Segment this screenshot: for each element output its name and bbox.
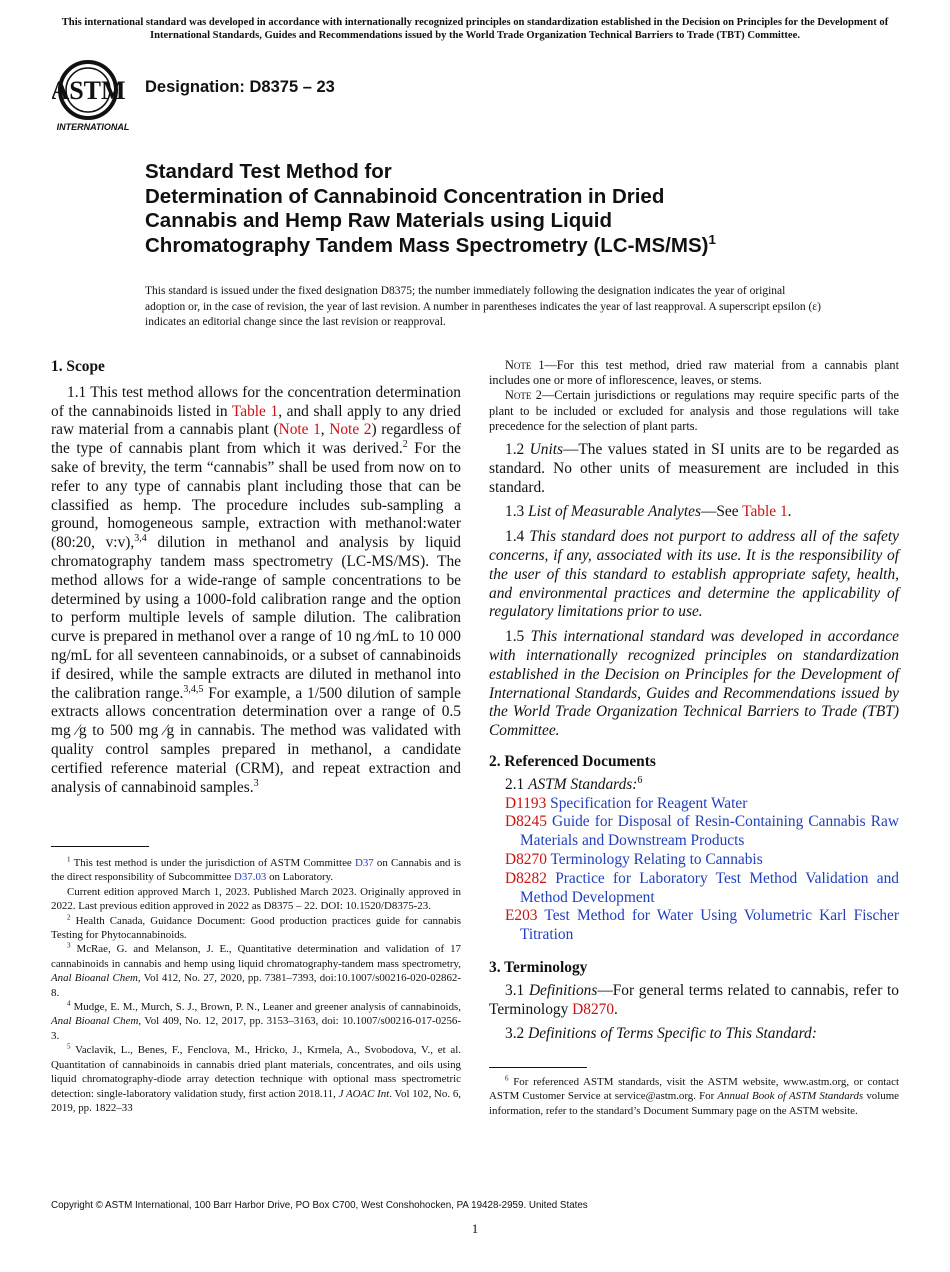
referenced-documents-list: [489, 795, 899, 945]
ref-title-d1193[interactable]: Specification for Reagent Water: [546, 794, 748, 812]
p11-text-b: , and shall apply to any dried raw material from a cannabis plant (: [51, 402, 461, 439]
p13-num: 1.3: [505, 503, 529, 521]
link-note-1[interactable]: Note 1: [278, 421, 321, 439]
fn3-text-b: , Vol 412, No. 27, 2020, pp. 7381–7393, doi:10.1007/s00216-020-02862-8.: [51, 972, 461, 999]
footnotes-right: [489, 1075, 899, 1118]
p13-text: —See: [700, 503, 743, 521]
fn4-text-a: Mudge, E. M., Murch, S. J., Brown, P. N., Leaner and greener analysis of cannabinoids,: [70, 1001, 461, 1014]
fn3-journal: Anal Bioanal Chem: [51, 972, 138, 985]
p12-num: 1.2: [505, 441, 530, 459]
fn6-num: 6: [505, 1074, 509, 1083]
ref-code-d8270[interactable]: D8270: [505, 850, 547, 868]
footnote-3: [51, 942, 461, 1000]
title-line-4-text: Chromatography Tandem Mass Spectrometry (LC-MS/MS): [145, 233, 709, 257]
paragraph-1-5: [489, 628, 899, 741]
p11-text-c: ) regardless of the type of cannabis plant from which it was derived.: [51, 421, 461, 458]
note-2: [489, 388, 899, 434]
fn4-text-b: , Vol 409, No. 12, 2017, pp. 3153–3163, doi: 10.1007/s00216-017-0256-3.: [51, 1015, 461, 1042]
p32-label: Definitions of Terms Specific to This Standard:: [528, 1025, 817, 1043]
p11-sep: ,: [320, 421, 330, 439]
designation: Designation: D8375 – 23: [145, 78, 335, 96]
ref-title-d8282[interactable]: Practice for Laboratory Test Method Validation and Method Development: [520, 869, 899, 906]
title-line-4: [145, 231, 885, 259]
link-table-1-b[interactable]: Table 1: [742, 503, 788, 521]
fn5-journal: J AOAC Int: [338, 1087, 390, 1100]
section-heading-referenced: 2. Referenced Documents: [489, 752, 656, 770]
footnote-5: [51, 1043, 461, 1115]
ref-code-d8282[interactable]: D8282: [505, 869, 547, 887]
footnotes-left: [51, 856, 461, 1115]
p14-num: 1.4: [505, 528, 530, 546]
link-d8270-terminology[interactable]: D8270: [572, 1000, 615, 1018]
title-line-1: Standard Test Method for: [145, 160, 392, 183]
p32-num: 3.2: [505, 1025, 529, 1043]
paragraph-2-1: [489, 776, 899, 795]
p11-text-e: dilution in methanol and analysis by liquid chromatography tandem mass spectrometry (LC-MS/MS). The method allows for a wide-range of sample concentrations to be determined by using a 1000-fold calibration range and the option to perform multiple levels of sample dilution. The calibration curve is prepared in methanol over a range of 10 ng ⁄mL to 10 000 ng/mL for all seventeen cannabinoids, or a subset of cannabinoids if desired, while the sample extracts are diluted in methanol into the calibration range.: [51, 534, 461, 702]
note-2-text: —Certain jurisdictions or regulations may require specific parts of the plant to be included or excluded for analysis and those regulations will take precedence for the selection of plant parts.: [489, 388, 899, 433]
paragraph-1-2: [489, 441, 899, 497]
footnote-ref-3[interactable]: 3: [253, 777, 259, 789]
p15-text: This international standard was developed in accordance with internationally recognized principles on standardization established in the Decision on Principles for the Development of International Standards, Guides and Recommendations issued by the World Trade Organization Technical Barriers to Trade (TBT) Committee.: [489, 628, 899, 740]
fn1-text-a: This test method is under the jurisdiction of ASTM Committee: [70, 857, 355, 869]
tbt-notice: This international standard was developed in accordance with internationally recognized principles on standardization established in the Decision on Principles for the Development of International Standards, Guides and Recommendations issued by the World Trade Organization Technical Barriers to Trade (TBT) Committee.: [61, 17, 889, 41]
footnote-ref-2[interactable]: 2: [402, 439, 408, 451]
page-number: 1: [471, 1221, 479, 1236]
footnote-ref-3-4[interactable]: 3,4: [134, 533, 147, 545]
fn1-num: 1: [67, 855, 71, 864]
p11-text-f: For example, a 1/500 dilution of sample extracts allows concentration determination over a range of 0.5 mg ⁄g to 500 mg ⁄g in cannabis. The method was validated with quality control samples prepared in methanol, a candidate certified reference material (CRM), and repeat extraction and analysis of cannabinoid samples.: [51, 684, 461, 796]
note-1-label: Note 1: [505, 358, 545, 372]
ref-title-e203[interactable]: Test Method for Water Using Volumetric Karl Fischer Titration: [520, 907, 899, 944]
logo-mark: ASTM: [52, 76, 126, 105]
ref-item: [489, 907, 899, 945]
footnote-2: [51, 914, 461, 943]
title-line-2: Determination of Cannabinoid Concentration in Dried: [145, 184, 665, 208]
p21-num: 2.1: [505, 775, 529, 793]
footnote-1-edition: Current edition approved March 1, 2023. Published March 2023. Originally approved in 2022. Last previous edition approved in 2022 as D8375 – 22. DOI: 10.1520/D8375-23.: [51, 885, 461, 913]
paragraph-3-1: [489, 982, 899, 1020]
paragraph-1-4: [489, 528, 899, 622]
p21-label: ASTM Standards:: [528, 775, 638, 793]
p12-label: Units: [529, 441, 563, 459]
footnote-6: [489, 1075, 899, 1118]
paragraph-3-2: [489, 1025, 899, 1044]
footnote-1: [51, 856, 461, 885]
astm-logo: [52, 56, 134, 134]
link-d37-03[interactable]: D37.03: [234, 871, 267, 884]
fn4-journal: Anal Bioanal Chem: [51, 1015, 139, 1028]
note-1-text: —For this test method, dried raw material from a cannabis plant includes one or more of inflorescence, leaves, or stems.: [489, 358, 899, 388]
document-title: [145, 160, 885, 258]
left-column: [51, 358, 461, 797]
fn3-text-a: McRae, G. and Melanson, J. E., Quantitative determination and validation of 17 cannabinoids in cannabis and hemp using liquid chromatography-tandem mass spectrometry,: [51, 943, 461, 970]
right-column: [489, 358, 899, 1044]
copyright-notice: Copyright © ASTM International, 100 Barr Harbor Drive, PO Box C700, West Conshohocken, PA 19428-2959. United States: [51, 1200, 588, 1211]
ref-item: [489, 795, 899, 814]
ref-code-d1193[interactable]: D1193: [505, 794, 547, 812]
fn2-text: Health Canada, Guidance Document: Good production practices guide for cannabis Testing for Phytocannabinoids.: [51, 914, 461, 942]
ref-item: [489, 851, 899, 870]
fn6-text-b: volume information, refer to the standard’s Document Summary page on the ASTM website.: [489, 1090, 899, 1117]
p15-num: 1.5: [505, 628, 531, 646]
fn4-num: 4: [67, 999, 71, 1008]
note-2-label: Note 2: [505, 388, 542, 403]
p11-text-d: For the sake of brevity, the term “cannabis” shall be used from now on to refer to any type of cannabis plant including those that can be classified as hemp. The procedure includes sub-sampling a ground, homogeneous sample, extraction with methanol:water (80:20, v:v),: [51, 440, 461, 552]
note-1: [489, 358, 899, 388]
p13-label: List of Measurable Analytes: [528, 503, 701, 521]
p13-end: .: [787, 503, 792, 521]
paragraph-1-3: [489, 503, 899, 522]
footnote-divider-right: [489, 1067, 587, 1068]
link-note-2[interactable]: Note 2: [329, 421, 372, 439]
fn2-num: 2: [67, 913, 71, 921]
fn6-text-a: For referenced ASTM standards, visit the ASTM website, www.astm.org, or contact ASTM Customer Service at service@astm.org. For: [489, 1076, 899, 1103]
footnote-divider-left: [51, 846, 149, 847]
fn5-text-a: Vaclavik, L., Benes, F., Fenclova, M., Hricko, J., Krmela, A., Svobodova, V., et al. Quantitation of cannabinoids in cannabis dried plant materials, concentrates, and oils using liquid chromatography-diode array detection technique with optional mass spectrometric detection: single-laboratory validation study, first action 2018.11,: [51, 1044, 461, 1100]
p31-text: —For general terms related to cannabis, refer to Terminology: [489, 981, 899, 1018]
footnote-4: [51, 1000, 461, 1043]
issuance-statement: This standard is issued under the fixed designation D8375; the number immediately following the designation indicates the year of original adoption or, in the case of revision, the year of last revision. A number in parentheses indicates the year of last reapproval. A superscript epsilon (ε) indicates an editorial change since the last revision or reapproval.: [145, 285, 821, 328]
link-d37[interactable]: D37: [354, 857, 374, 869]
p11-text-a: 1.1 This test method allows for the concentration determination of the cannabinoids listed in: [51, 383, 461, 420]
astm-logo-icon: [52, 56, 134, 134]
logo-subtitle: INTERNATIONAL: [56, 122, 130, 132]
paragraph-1-1: [51, 384, 461, 798]
p31-num: 3.1: [505, 981, 529, 999]
fn6-italic: Annual Book of ASTM Standards: [717, 1090, 864, 1103]
p12-text: —The values stated in SI units are to be regarded as standard. No other units of measurement are included in this standard.: [489, 441, 899, 496]
link-table-1[interactable]: Table 1: [231, 402, 279, 420]
ref-title-d8270[interactable]: Terminology Relating to Cannabis: [546, 850, 763, 868]
p14-text: This standard does not purport to address all of the safety concerns, if any, associated with its use. It is the responsibility of the user of this standard to establish appropriate safety, health, and environmental practices and determine the applicability of regulatory limitations prior to use.: [489, 528, 899, 621]
ref-item: [489, 870, 899, 908]
title-line-3: Cannabis and Hemp Raw Materials using Liquid: [145, 209, 613, 232]
fn1-text-c: on Laboratory.: [266, 871, 334, 884]
title-footnote-mark[interactable]: 1: [708, 231, 716, 247]
section-heading-terminology: 3. Terminology: [489, 958, 588, 976]
ref-title-d8245[interactable]: Guide for Disposal of Resin-Containing Cannabis Raw Materials and Downstream Products: [520, 813, 899, 850]
p31-label: Definitions: [528, 981, 598, 999]
footnote-ref-3-4-5[interactable]: 3,4,5: [183, 683, 204, 695]
ref-code-e203[interactable]: E203: [505, 907, 538, 925]
section-heading-scope: 1. Scope: [51, 358, 105, 375]
p31-end: .: [614, 1000, 618, 1018]
fn3-num: 3: [67, 941, 71, 950]
fn1-text-b: on Cannabis and is the direct responsibility of Subcommittee: [51, 857, 461, 884]
footnote-ref-6[interactable]: 6: [637, 774, 643, 786]
fn5-num: 5: [67, 1042, 71, 1051]
fn5-text-b: . Vol 102, No. 6, 2019, pp. 1822–33: [51, 1087, 461, 1114]
ref-item: [489, 813, 899, 851]
ref-code-d8245[interactable]: D8245: [505, 813, 547, 831]
